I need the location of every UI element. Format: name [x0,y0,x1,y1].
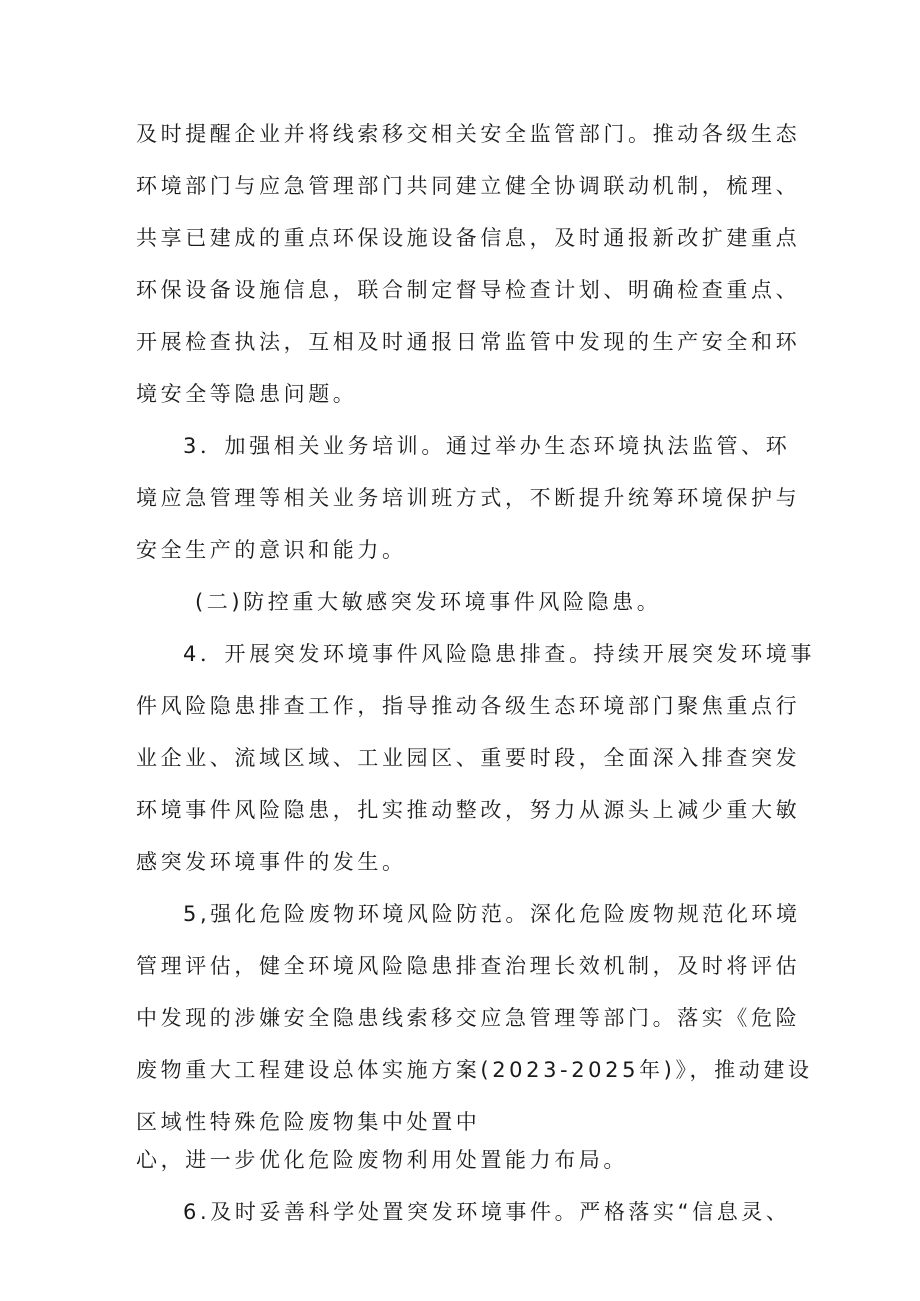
paragraph-line: 境应急管理等相关业务培训班方式，不断提升统筹环境保护与 [136,486,801,510]
section-heading-5: 5,强化危险废物环境风险防范。深化危险废物规范化环境 [183,902,801,926]
paragraph-line: 管理评估，健全环境风险隐患排查治理长效机制，及时将评估 [136,954,801,978]
paragraph-line: 感突发环境事件的发生。 [136,850,407,874]
paragraph-line: 开展检查执法，互相及时通报日常监管中发现的生产安全和环 [136,330,801,354]
paragraph-line: 境安全等隐患问题。 [136,382,358,406]
paragraph-line: 环境部门与应急管理部门共同建立健全协调联动机制，梳理、 [136,174,801,198]
paragraph-line: 区域性特殊危险废物集中处置中 [136,1110,481,1134]
section-heading-3: 3．加强相关业务培训。通过举办生态环境执法监管、环 [183,434,791,458]
section-heading-4: 4．开展突发环境事件风险隐患排查。持续开展突发环境事 [183,642,815,666]
paragraph-line: 共享已建成的重点环保设施设备信息，及时通报新改扩建重点 [136,226,801,250]
paragraph-line: 环境事件风险隐患，扎实推动整改，努力从源头上减少重大敏 [136,798,801,822]
paragraph-line: 业企业、流域区域、工业园区、重要时段，全面深入排查突发 [136,746,801,770]
paragraph-line: 及时提醒企业并将线索移交相关安全监管部门。推动各级生态 [136,122,801,146]
paragraph-line: 废物重大工程建设总体实施方案(2023-2025年)》，推动建设 [136,1058,813,1082]
section-heading-6: 6.及时妥善科学处置突发环境事件。严格落实“信息灵、 [183,1200,791,1224]
paragraph-line: 件风险隐患排查工作，指导推动各级生态环境部门聚焦重点行 [136,694,801,718]
paragraph-line: 环保设备设施信息，联合制定督导检查计划、明确检查重点、 [136,278,801,302]
paragraph-line: 安全生产的意识和能力。 [136,538,407,562]
paragraph-line: 中发现的涉嫌安全隐患线索移交应急管理等部门。落实《危险 [136,1006,801,1030]
paragraph-line: 心，进一步优化危险废物利用处置能力布局。 [136,1148,628,1172]
section-heading-2: (二)防控重大敏感突发环境事件风险隐患。 [195,590,662,614]
